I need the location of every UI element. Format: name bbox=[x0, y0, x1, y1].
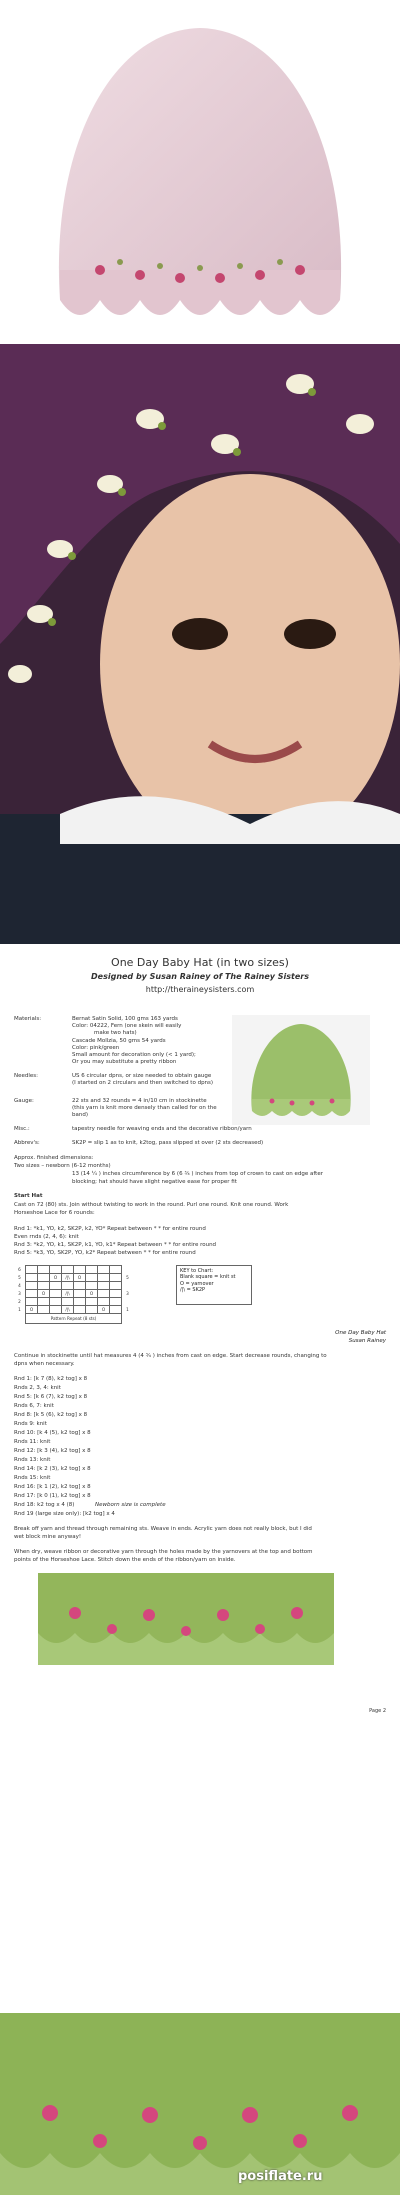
gauge-label: Gauge: bbox=[14, 1098, 34, 1104]
chart-row bbox=[14, 1298, 133, 1306]
baby-photo bbox=[0, 344, 400, 944]
chart-row bbox=[14, 1282, 133, 1290]
chart-cell bbox=[98, 1274, 110, 1282]
chart-cell bbox=[74, 1266, 86, 1274]
decrease-round: Rnds 2, 3, 4: knit bbox=[14, 1385, 61, 1391]
chart-cell bbox=[98, 1282, 110, 1290]
pink-hat-illustration bbox=[0, 0, 400, 340]
chart-cell: 5 bbox=[18, 1275, 21, 1280]
pattern-title: One Day Baby Hat (in two sizes) bbox=[111, 956, 289, 969]
finish-line-1: Break off yarn and thread through remaining sts. Weave in ends. Acrylic yarn does not really block, but I did bbox=[14, 1526, 312, 1532]
chart-cell: /|\ bbox=[62, 1274, 74, 1282]
chart-cell: 1 bbox=[126, 1307, 129, 1312]
weave-line-1: When dry, weave ribbon or decorative yarn through the holes made by the yarnovers at the top and bottom bbox=[14, 1549, 313, 1555]
continue-line-1: Continue in stockinette until hat measures 4 (4 ¾ ) inches from cast on edge. Start decrease rounds, changing to bbox=[14, 1353, 327, 1359]
decrease-round: Rnd 1: [k 7 (8), k2 tog] x 8 bbox=[14, 1376, 88, 1382]
decrease-round: Rnds 13: knit bbox=[14, 1457, 51, 1463]
right-caption-author: Susan Rainey bbox=[348, 1338, 386, 1344]
chart-cell bbox=[50, 1306, 62, 1314]
chart-cell bbox=[86, 1282, 98, 1290]
chart-cell: O bbox=[50, 1274, 62, 1282]
chart-cell: 1 bbox=[18, 1307, 21, 1312]
chart-cell bbox=[110, 1306, 122, 1314]
chart-cell bbox=[38, 1274, 50, 1282]
weave-line-2: points of the Horseshoe Lace. Stitch down the ends of the ribbon/yarn on inside. bbox=[14, 1557, 236, 1563]
chart-cell bbox=[86, 1266, 98, 1274]
chart-cell bbox=[110, 1298, 122, 1306]
chart-cell: O bbox=[98, 1306, 110, 1314]
dims-line-3: blocking; hat should have slight negative ease for proper fit bbox=[72, 1179, 237, 1185]
watermark: posiflate.ru bbox=[238, 2169, 323, 2184]
chart-cell bbox=[110, 1266, 122, 1274]
decrease-round: Rnd 19 (large size only): [k2 tog] x 4 bbox=[14, 1511, 115, 1517]
chart-cell bbox=[110, 1274, 122, 1282]
green-hat-closeup-photo bbox=[0, 2013, 400, 2195]
chart-cell bbox=[122, 1298, 134, 1306]
green-hat-thumbnail bbox=[232, 1015, 370, 1125]
needles-text: US 6 circular dpns, or size needed to obtain gauge (I started on 2 circulars and then switched to dpns) bbox=[72, 1073, 214, 1087]
chart-cell bbox=[74, 1306, 86, 1314]
chart-cell: /|\ bbox=[62, 1306, 74, 1314]
chart-cell bbox=[62, 1282, 74, 1290]
chart-cell: 4 bbox=[18, 1283, 21, 1288]
right-caption-title: One Day Baby Hat bbox=[335, 1330, 386, 1336]
gauge-text: 22 sts and 32 rounds = 4 in/10 cm in stockinette (this yarn is knit more densely than called for on the band) bbox=[72, 1098, 217, 1119]
lace-edge-photo bbox=[38, 1573, 334, 1665]
chart-cell bbox=[50, 1282, 62, 1290]
decrease-round: Rnds 11: knit bbox=[14, 1439, 51, 1445]
chart-row bbox=[14, 1274, 133, 1282]
chart-cell bbox=[74, 1282, 86, 1290]
chart-row bbox=[14, 1306, 133, 1314]
decrease-round: Rnd 10: [k 4 (5), k2 tog] x 8 bbox=[14, 1430, 91, 1436]
decrease-round: Rnd 16: [k 1 (2), k2 tog] x 8 bbox=[14, 1484, 91, 1490]
chart-cell bbox=[86, 1306, 98, 1314]
start-line-1: Cast on 72 (80) sts. Join without twisting to work in the round. Purl one round. Knit one round. Work bbox=[14, 1202, 289, 1208]
chart-row bbox=[14, 1290, 133, 1298]
decrease-round: Rnds 6, 7: knit bbox=[14, 1403, 54, 1409]
chart-cell bbox=[110, 1290, 122, 1298]
start-heading: Start Hat bbox=[14, 1193, 43, 1199]
page-number: Page 2 bbox=[369, 1708, 386, 1714]
chart-cell: 5 bbox=[126, 1275, 129, 1280]
lace-chart bbox=[14, 1265, 133, 1324]
decrease-round: Rnd 17: [k 0 (1), k2 tog] x 8 bbox=[14, 1493, 91, 1499]
chart-cell bbox=[38, 1306, 50, 1314]
chart-cell bbox=[86, 1298, 98, 1306]
abbrev-label: Abbrev's: bbox=[14, 1140, 40, 1146]
materials-text: Bernat Satin Solid, 100 gms 163 yards Color: 04222, Fern (one skein will easily make two hats) Cascade Mollzia, 50 gms 54 yards Color: pink/green Small amount for decoration only (< 1 yard); Or you may substitute a pretty ribbon bbox=[72, 1016, 196, 1066]
decrease-round: Rnd 8: [k 5 (6), k2 tog] x 8 bbox=[14, 1412, 88, 1418]
abbrev-text: SK2P = slip 1 as to knit, k2tog, pass slipped st over (2 sts decreased) bbox=[72, 1140, 264, 1146]
pink-hat-photo bbox=[0, 0, 400, 340]
chart-cell bbox=[110, 1282, 122, 1290]
chart-cell: 2 bbox=[18, 1299, 21, 1304]
chart-cell: 6 bbox=[18, 1267, 21, 1272]
chart-cell bbox=[98, 1266, 110, 1274]
chart-cell bbox=[26, 1290, 38, 1298]
chart-cell: O bbox=[74, 1274, 86, 1282]
website-url[interactable]: http://theraineysisters.com bbox=[145, 985, 255, 994]
chart-cell bbox=[74, 1290, 86, 1298]
materials-label: Materials: bbox=[14, 1016, 42, 1022]
chart-cell bbox=[122, 1282, 134, 1290]
chart-cell: /|\ bbox=[62, 1290, 74, 1298]
lace-round-even: Even rnds (2, 4, 6): knit bbox=[14, 1234, 79, 1240]
lace-round-5: Rnd 5: *k3, YO, SK2P, YO, k2* Repeat between * * for entire round bbox=[14, 1250, 196, 1256]
continue-line-2: dpns when necessary. bbox=[14, 1361, 75, 1367]
chart-cell bbox=[26, 1282, 38, 1290]
chart-cell bbox=[50, 1266, 62, 1274]
dims-line-2: 13 (14 ¼ ) inches circumference by 6 (6 ¾ ) inches from top of crown to cast on edge after bbox=[72, 1171, 323, 1177]
chart-cell bbox=[98, 1298, 110, 1306]
chart-cell bbox=[50, 1290, 62, 1298]
chart-row bbox=[14, 1266, 133, 1274]
chart-cell bbox=[26, 1274, 38, 1282]
chart-cell bbox=[62, 1266, 74, 1274]
chart-cell bbox=[38, 1266, 50, 1274]
chart-cell bbox=[98, 1290, 110, 1298]
decrease-round: Rnd 5: [k 6 (7), k2 tog] x 8 bbox=[14, 1394, 88, 1400]
lace-round-3: Rnd 3: *k2, YO, k1, SK2P, k1, YO, k1* Repeat between * * for entire round bbox=[14, 1242, 217, 1248]
finish-line-2: wet block mine anyway! bbox=[14, 1534, 82, 1540]
chart-cell: O bbox=[38, 1290, 50, 1298]
chart-key: KEY to Chart: Blank square = knit st O = yarnover /|\ = SK2P bbox=[176, 1265, 252, 1305]
decrease-round: Rnd 18: k2 tog x 4 (8) bbox=[14, 1502, 75, 1508]
misc-text: tapestry needle for weaving ends and the decorative ribbon/yarn bbox=[72, 1126, 252, 1132]
decrease-round: Rnd 14: [k 2 (3), k2 tog] x 8 bbox=[14, 1466, 91, 1472]
chart-cell bbox=[26, 1266, 38, 1274]
dims-heading: Approx. finished dimensions: bbox=[14, 1155, 94, 1161]
chart-cell: O bbox=[86, 1290, 98, 1298]
chart-cell bbox=[86, 1274, 98, 1282]
chart-cell bbox=[74, 1298, 86, 1306]
chart-cell: O bbox=[26, 1306, 38, 1314]
chart-cell: 3 bbox=[126, 1291, 129, 1296]
decrease-round: Rnd 12: [k 3 (4), k2 tog] x 8 bbox=[14, 1448, 91, 1454]
chart-cell bbox=[26, 1298, 38, 1306]
newborn-note: Newborn size is complete bbox=[95, 1502, 166, 1508]
start-line-2: Horseshoe Lace for 6 rounds: bbox=[14, 1210, 95, 1216]
decrease-round: Rnds 9: knit bbox=[14, 1421, 47, 1427]
needles-label: Needles: bbox=[14, 1073, 39, 1079]
lace-round-1: Rnd 1: *k1, YO, k2, SK2P, k2, YO* Repeat between * * for entire round bbox=[14, 1226, 206, 1232]
chart-cell bbox=[38, 1282, 50, 1290]
chart-cell: 3 bbox=[18, 1291, 21, 1296]
baby-illustration bbox=[0, 344, 400, 944]
dims-line-1: Two sizes – newborn (6-12 months) bbox=[14, 1163, 111, 1169]
chart-cell bbox=[62, 1298, 74, 1306]
chart-cell bbox=[38, 1298, 50, 1306]
pattern-page bbox=[0, 948, 400, 2013]
chart-footer: Pattern Repeat (8 sts) bbox=[26, 1314, 122, 1324]
chart-cell bbox=[50, 1298, 62, 1306]
chart-cell bbox=[122, 1266, 134, 1274]
designer-credit: Designed by Susan Rainey of The Rainey Sisters bbox=[91, 972, 309, 981]
misc-label: Misc.: bbox=[14, 1126, 30, 1132]
decrease-round: Rnds 15: knit bbox=[14, 1475, 51, 1481]
